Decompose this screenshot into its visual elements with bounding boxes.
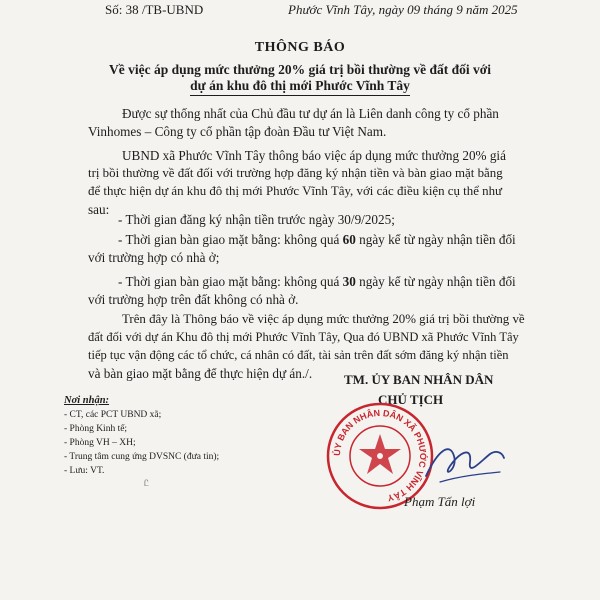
body-line: Được sự thống nhất của Chủ đầu tư dự án là Liên danh công ty cổ phần	[122, 106, 499, 121]
body-line: và bàn giao mặt bằng để thực hiện dự án./.	[88, 366, 313, 381]
bullet-text: ngày kể từ ngày nhận tiền đối	[355, 232, 516, 247]
body-line: để thực hiện dự án khu đô thị mới Phước Vĩnh Tây, với các điều kiện cụ thể như	[88, 184, 503, 198]
bullet-text: - Thời gian bàn giao mặt bằng: không quá	[118, 232, 343, 247]
recipient-item: - Trung tâm cung ứng DVSNC (đưa tin);	[64, 452, 220, 462]
body-line: tiếp tục vận động các tổ chức, cá nhân có đất, tài sản trên đất sớm đăng ký nhận tiền	[88, 348, 509, 362]
bullet-days: 30	[342, 274, 356, 289]
recipient-item: - Phòng Kinh tế;	[64, 424, 128, 434]
signer-name: Phạm Tấn lợi	[404, 494, 476, 509]
bullet-handover-without-house	[118, 274, 516, 290]
recipients-mark: Ꮭ	[144, 478, 150, 488]
handwritten-signature	[420, 432, 510, 492]
body-line: UBND xã Phước Vĩnh Tây thông báo việc áp dụng mức thưởng 20% giá	[122, 148, 506, 163]
body-line: đất đối với dự án Khu đô thị mới Phước Vĩnh Tây, Qua đó UBND xã Phước Vĩnh Tây	[88, 330, 519, 344]
bullet-handover-with-house	[118, 232, 516, 248]
place-and-date: Phước Vĩnh Tây, ngày 09 tháng 9 năm 2025	[288, 2, 518, 17]
bullet-registration-deadline: - Thời gian đăng ký nhận tiền trước ngày 30/9/2025;	[118, 212, 395, 227]
recipient-item: - Lưu: VT.	[64, 466, 105, 476]
body-line: Vinhomes – Công ty cổ phần tập đoàn Đầu tư Việt Nam.	[88, 124, 387, 139]
body-line: với trường hợp trên đất không có nhà ở.	[88, 292, 299, 307]
body-line: với trường hợp có nhà ở;	[88, 250, 220, 265]
document-subtitle	[60, 62, 540, 96]
document-title: THÔNG BÁO	[254, 40, 346, 55]
signature-organization: TM. ỦY BAN NHÂN DÂN	[344, 372, 494, 387]
seal-text: ỦY BAN NHÂN DÂN XÃ PHƯỚC VĨNH TÂY	[331, 407, 429, 504]
document-number: Số: 38 /TB-UBND	[105, 2, 204, 17]
bullet-days: 60	[342, 232, 356, 247]
subtitle-line-2: dự án khu đô thị mới Phước Vĩnh Tây	[190, 78, 410, 96]
signature-role: CHỦ TỊCH	[378, 392, 444, 407]
recipients-label: Nơi nhận:	[64, 395, 110, 406]
bullet-text: - Thời gian bàn giao mặt bằng: không quá	[118, 274, 343, 289]
seal-center	[377, 453, 383, 459]
recipient-item: - CT, các PCT UBND xã;	[64, 410, 162, 420]
subtitle-line-1: Về việc áp dụng mức thưởng 20% giá trị bồi thường về đất đối với	[108, 62, 491, 77]
body-line: trị bồi thường về đất đối với trường hợp đăng ký nhận tiền và bàn giao mặt bằng	[88, 166, 503, 180]
body-line: sau:	[88, 202, 110, 217]
body-line: Trên đây là Thông báo về việc áp dụng mức thưởng 20% giá trị bồi thường về	[122, 312, 525, 326]
bullet-text: ngày kể từ ngày nhận tiền đối	[355, 274, 516, 289]
recipient-item: - Phòng VH – XH;	[64, 438, 136, 448]
